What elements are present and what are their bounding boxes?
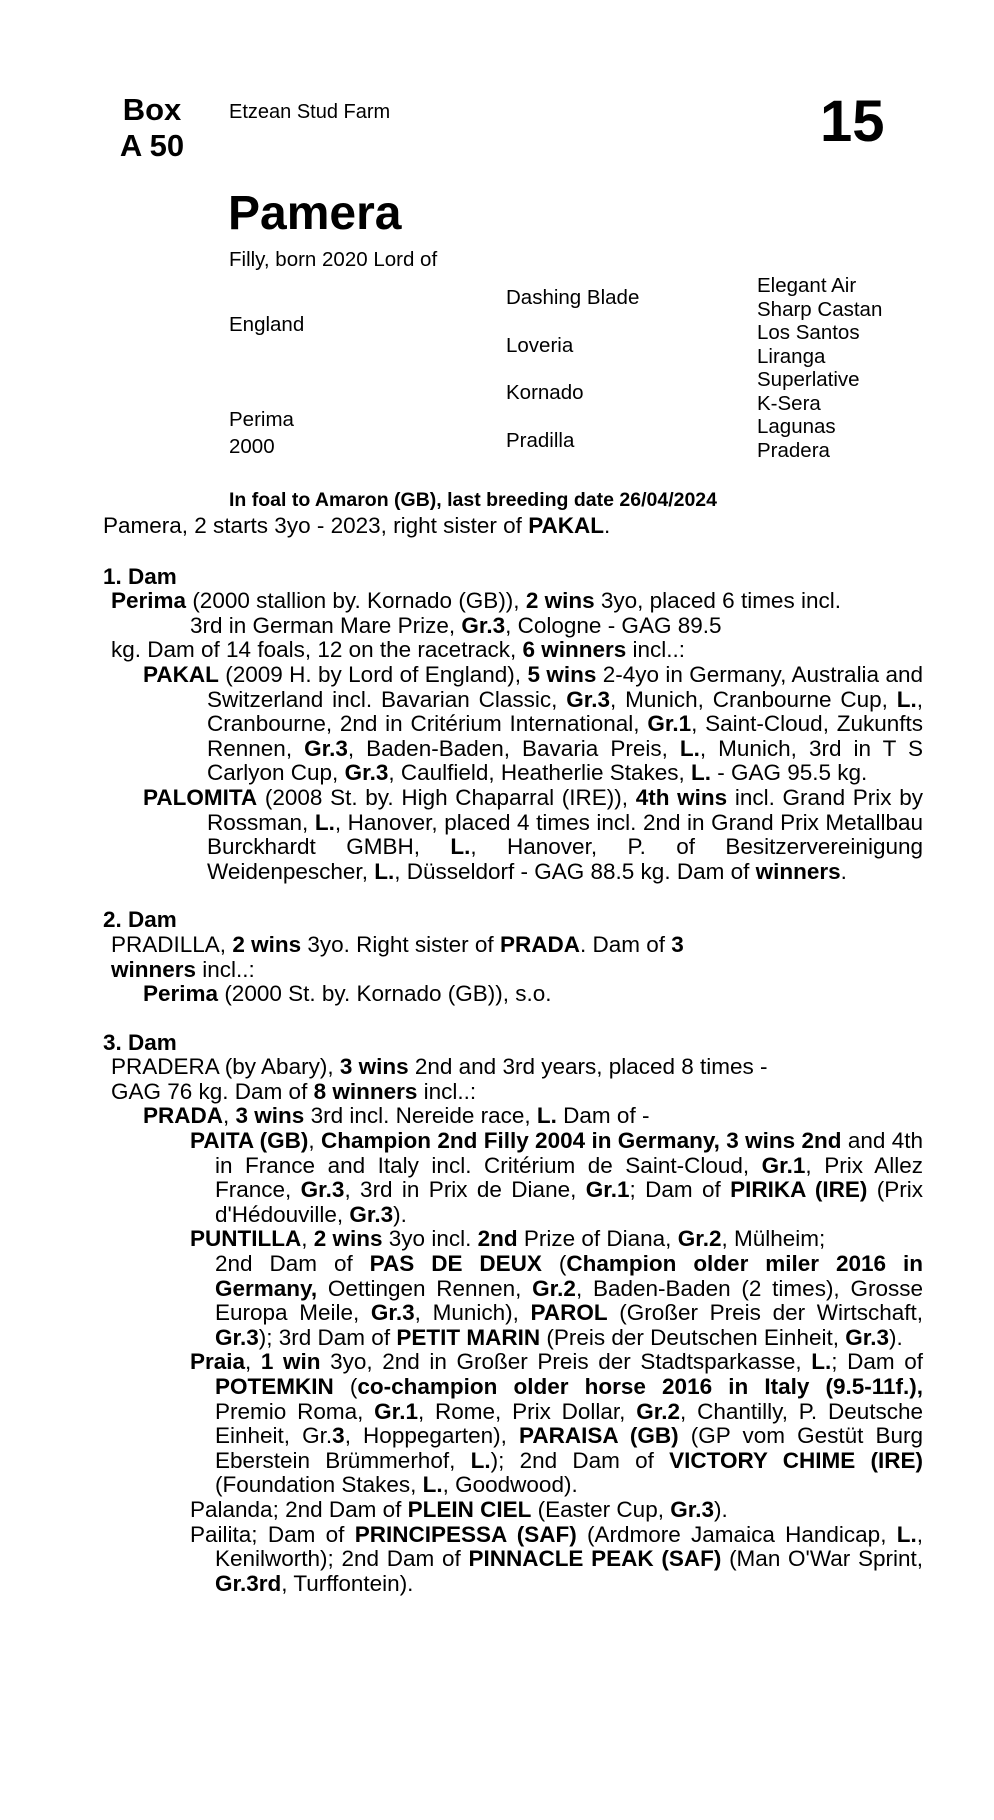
pedigree-col2-item: Dashing Blade [506, 286, 640, 309]
pedigree-col3-item: Elegant Air [757, 274, 857, 297]
progeny-entry: 2nd Dam of PAS DE DEUX (Champion older miler 2016 in Germany, Oettingen Rennen, Gr.2, Baden-Baden (2 times), Grosse Europa Meile, Gr.3, Munich), PAROL (Großer Preis der Wirtschaft, Gr.3); 3rd Dam of PETIT MARIN (Preis der Deutschen Einheit, Gr.3). [215, 1251, 924, 1350]
pedigree-sire: England [229, 313, 305, 336]
progeny-entry: PALOMITA (2008 St. by. High Chaparral (IRE)), 4th wins incl. Grand Prix by Rossman, L., Hanover, placed 4 times incl. 2nd in Grand Prix Metallbau Burckhardt GMBH, L., Hanover, P. of Besitzervereinigung Weidenpescher, L., Düsseldorf - GAG 88.5 kg. Dam of winners. [143, 784, 923, 884]
section-third-dam: 3. Dam [103, 1029, 177, 1055]
progeny-entry: Perima (2000 St. by. Kornado (GB)), s.o. [143, 981, 552, 1007]
in-foal-note: In foal to Amaron (GB), last breeding date 26/04/2024 [229, 489, 717, 511]
horse-description: Filly, born 2020 Lord of [229, 248, 438, 271]
dam-paragraph: PRADERA (by Abary), 3 wins 2nd and 3rd years, placed 8 times - GAG 76 kg. Dam of 8 winners incl..: [111, 1054, 768, 1104]
pedigree-col3-item: Los Santos [757, 321, 860, 344]
progeny-entry: PRADA, 3 wins 3rd incl. Nereide race, L. Dam of - [143, 1103, 650, 1129]
pedigree-col2-item: Pradilla [506, 429, 575, 452]
section-first-dam: 1. Dam [103, 563, 177, 589]
progeny-entry: PUNTILLA, 2 wins 3yo incl. 2nd Prize of Diana, Gr.2, Mülheim; [190, 1226, 826, 1252]
dam-paragraph: kg. Dam of 14 foals, 12 on the racetrack, 6 winners incl..: [111, 637, 686, 663]
pedigree-col3-item: K-Sera [757, 392, 821, 415]
horse-name: Pamera [228, 187, 402, 240]
pedigree-col3-item: Liranga [757, 345, 826, 368]
pedigree-col2-item: Loveria [506, 334, 574, 357]
intro-line: Pamera, 2 starts 3yo - 2023, right sister of PAKAL. [103, 513, 611, 538]
dam-paragraph: PRADILLA, 2 wins 3yo. Right sister of PRADA. Dam of 3 winners incl..: [111, 931, 684, 982]
stud-farm: Etzean Stud Farm [229, 101, 391, 123]
pedigree-col3-item: Superlative [757, 368, 860, 391]
progeny-entry: Pailita; Dam of PRINCIPESSA (SAF) (Ardmore Jamaica Handicap, L., Kenilworth); 2nd Dam of PINNACLE PEAK (SAF) (Man O'War Sprint, Gr.3rd, Turffontein). [190, 1521, 924, 1596]
progeny-entry: Palanda; 2nd Dam of PLEIN CIEL (Easter Cup, Gr.3). [190, 1496, 728, 1522]
pedigree-col3-item: Lagunas [757, 415, 836, 438]
section-second-dam: 2. Dam [103, 907, 177, 933]
box-line-2: A 50 [119, 128, 185, 163]
pedigree-dam: Perima [229, 408, 294, 431]
box-line-1: Box [122, 92, 182, 127]
pedigree-col2-item: Kornado [506, 381, 584, 404]
pedigree-col3-item: Pradera [757, 439, 830, 462]
progeny-entry: PAITA (GB), Champion 2nd Filly 2004 in Germany, 3 wins 2nd and 4th in France and Italy incl. Critérium de Saint-Cloud, Gr.1, Prix Allez France, Gr.3, 3rd in Prix de Diane, Gr.1; Dam of PIRIKA (IRE) (Prix d'Hédouville, Gr.3). [190, 1128, 924, 1227]
dam-paragraph: 3rd in German Mare Prize, Gr.3, Cologne - GAG 89.5 [190, 612, 722, 638]
pedigree-col3-item: Sharp Castan [757, 298, 883, 321]
pedigree-dam-year: 2000 [229, 435, 275, 458]
dam-paragraph: Perima (2000 stallion by. Kornado (GB)), 2 wins 3yo, placed 6 times incl. [111, 588, 841, 614]
progeny-entry: Praia, 1 win 3yo, 2nd in Großer Preis der Stadtsparkasse, L.; Dam of POTEMKIN (co-champion older horse 2016 in Italy (9.5-11f.), Premio Roma, Gr.1, Rome, Prix Dollar, Gr.2, Chantilly, P. Deutsche Einheit, Gr.3, Hoppegarten), PARAISA (GB) (GP vom Gestüt Burg Eberstein Brümmerhof, L.); 2nd Dam of VICTORY CHIME (IRE) (Foundation Stakes, L., Goodwood). [190, 1349, 924, 1498]
catalogue-body [103, 514, 923, 1596]
progeny-entry: PAKAL (2009 H. by Lord of England), 5 wins 2-4yo in Germany, Australia and Switzerland incl. Bavarian Classic, Gr.3, Munich, Cranbourne Cup, L., Cranbourne, 2nd in Critérium International, Gr.1, Saint-Cloud, Zukunfts Rennen, Gr.3, Baden-Baden, Bavaria Preis, L., Munich, 3rd in T S Carlyon Cup, Gr.3, Caulfield, Heatherlie Stakes, L. - GAG 95.5 kg. [143, 661, 924, 786]
box-label [107, 92, 197, 164]
lot-number: 15 [820, 89, 885, 154]
